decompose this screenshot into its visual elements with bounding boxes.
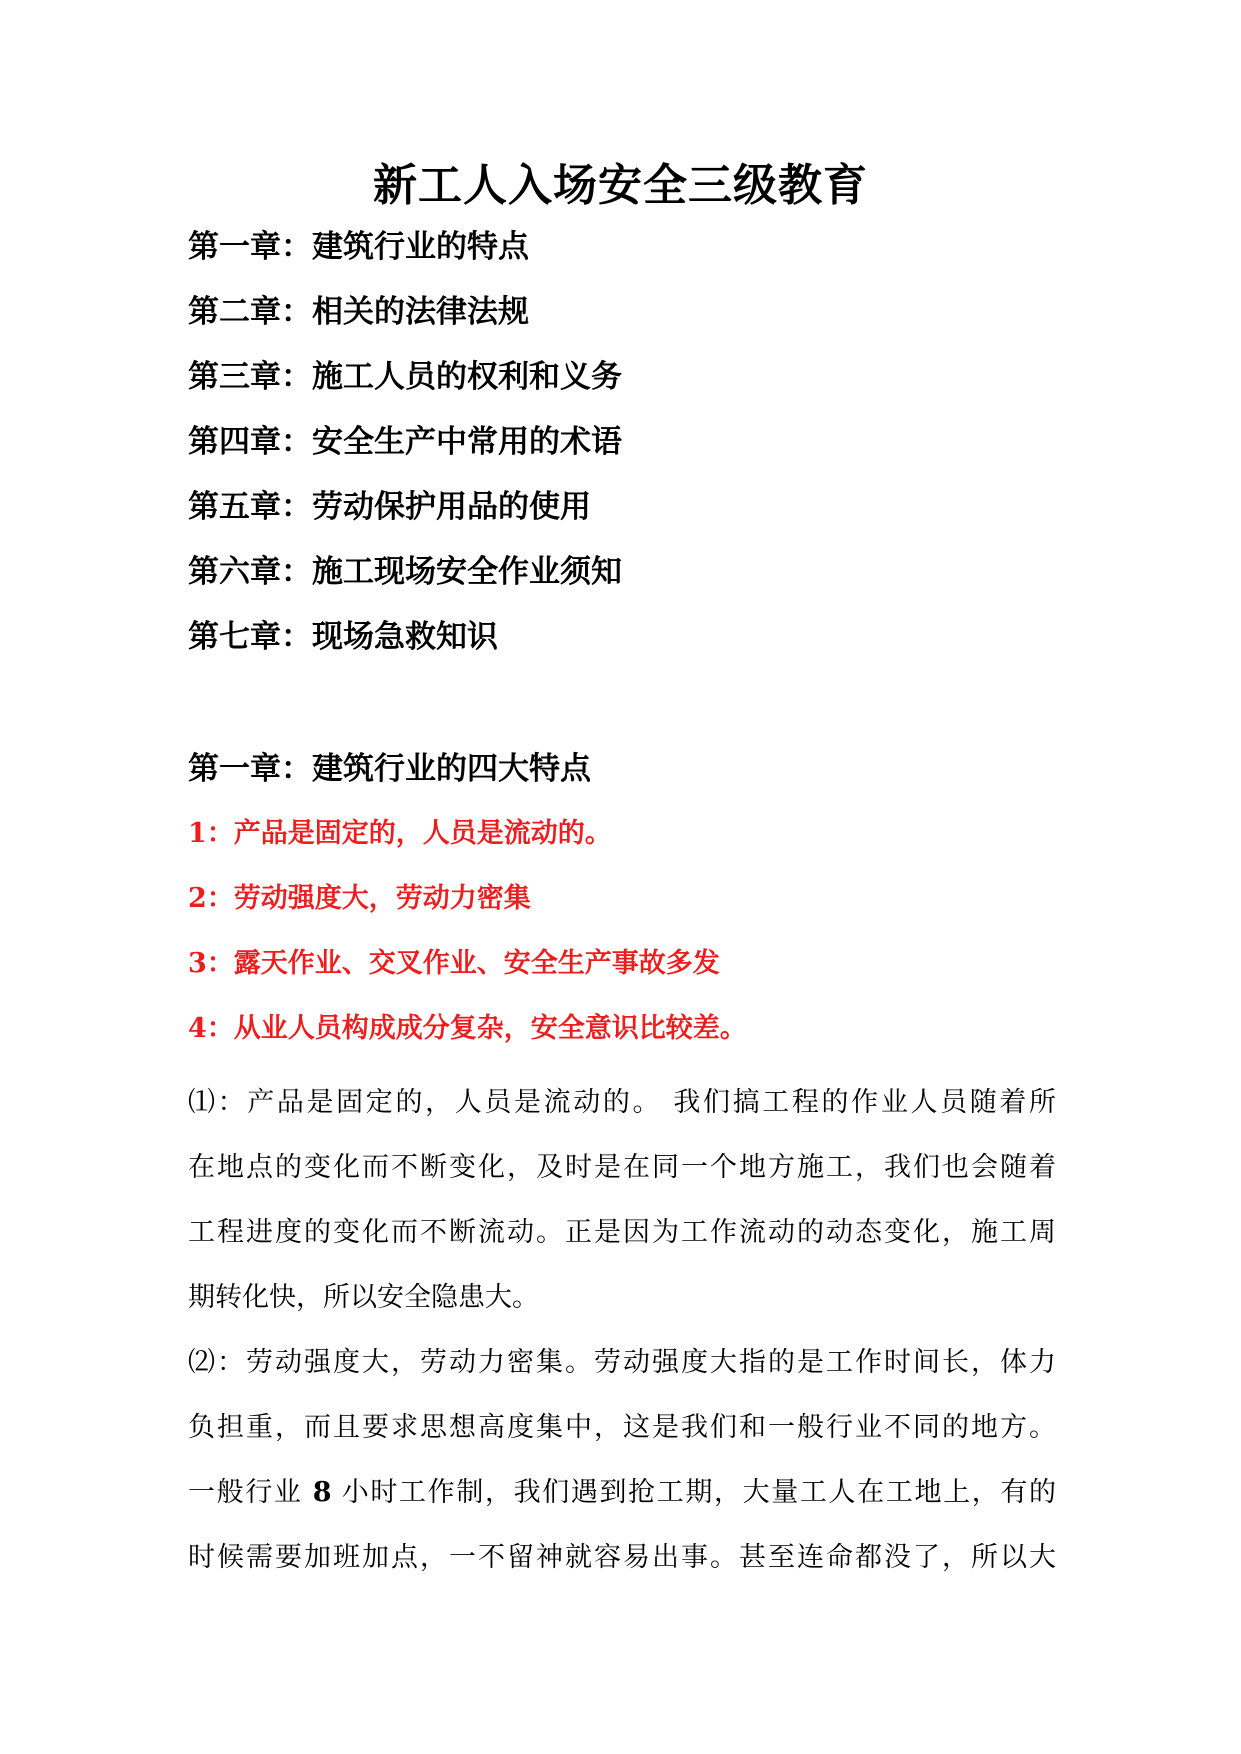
toc-item: 第六章：施工现场安全作业须知 [188,554,622,590]
paragraph-line: 负担重，而且要求思想高度集中，这是我们和一般行业不同的地方。 [188,1412,1056,1443]
paragraph-2 [188,1330,1056,1590]
toc-item: 第五章：劳动保护用品的使用 [188,489,591,525]
key-point: 3：露天作业、交叉作业、安全生产事故多发 [188,948,720,979]
paragraph-line: ⑵：劳动强度大，劳动力密集。劳动强度大指的是工作时间长，体力 [188,1347,1056,1378]
paragraph-line: 时候需要加班加点，一不留神就容易出事。甚至连命都没了，所以大 [188,1542,1056,1573]
key-point: 4：从业人员构成成分复杂，安全意识比较差。 [188,1013,747,1044]
hours-number: 8 [312,1477,332,1508]
paragraph-line: 工程进度的变化而不断流动。正是因为工作流动的动态变化，施工周 [188,1217,1056,1248]
paragraph-text: 小时工作制，我们遇到抢工期，大量工人在工地上，有的 [331,1477,1056,1508]
paragraph-line [188,1460,1056,1525]
paragraph-line: ⑴：产品是固定的，人员是流动的。 我们搞工程的作业人员随着所 [188,1087,1056,1118]
paragraph-text: 一般行业 [188,1477,313,1508]
paragraph-1 [188,1070,1056,1330]
table-of-contents [188,222,1088,677]
key-point: 2：劳动强度大，劳动力密集 [188,883,531,914]
toc-item: 第二章：相关的法律法规 [188,294,529,330]
paragraph-line: 在地点的变化而不断变化，及时是在同一个地方施工，我们也会随着 [188,1152,1056,1183]
toc-item: 第七章：现场急救知识 [188,619,498,655]
section-heading: 第一章：建筑行业的四大特点 [188,751,591,787]
key-point: 1：产品是固定的，人员是流动的。 [188,818,612,849]
key-points-list [188,810,747,1070]
document-title: 新工人入场安全三级教育 [373,160,868,211]
toc-item: 第一章：建筑行业的特点 [188,229,529,265]
paragraph-line: 期转化快，所以安全隐患大。 [188,1282,539,1313]
toc-item: 第四章：安全生产中常用的术语 [188,424,622,460]
toc-item: 第三章：施工人员的权利和义务 [188,359,622,395]
